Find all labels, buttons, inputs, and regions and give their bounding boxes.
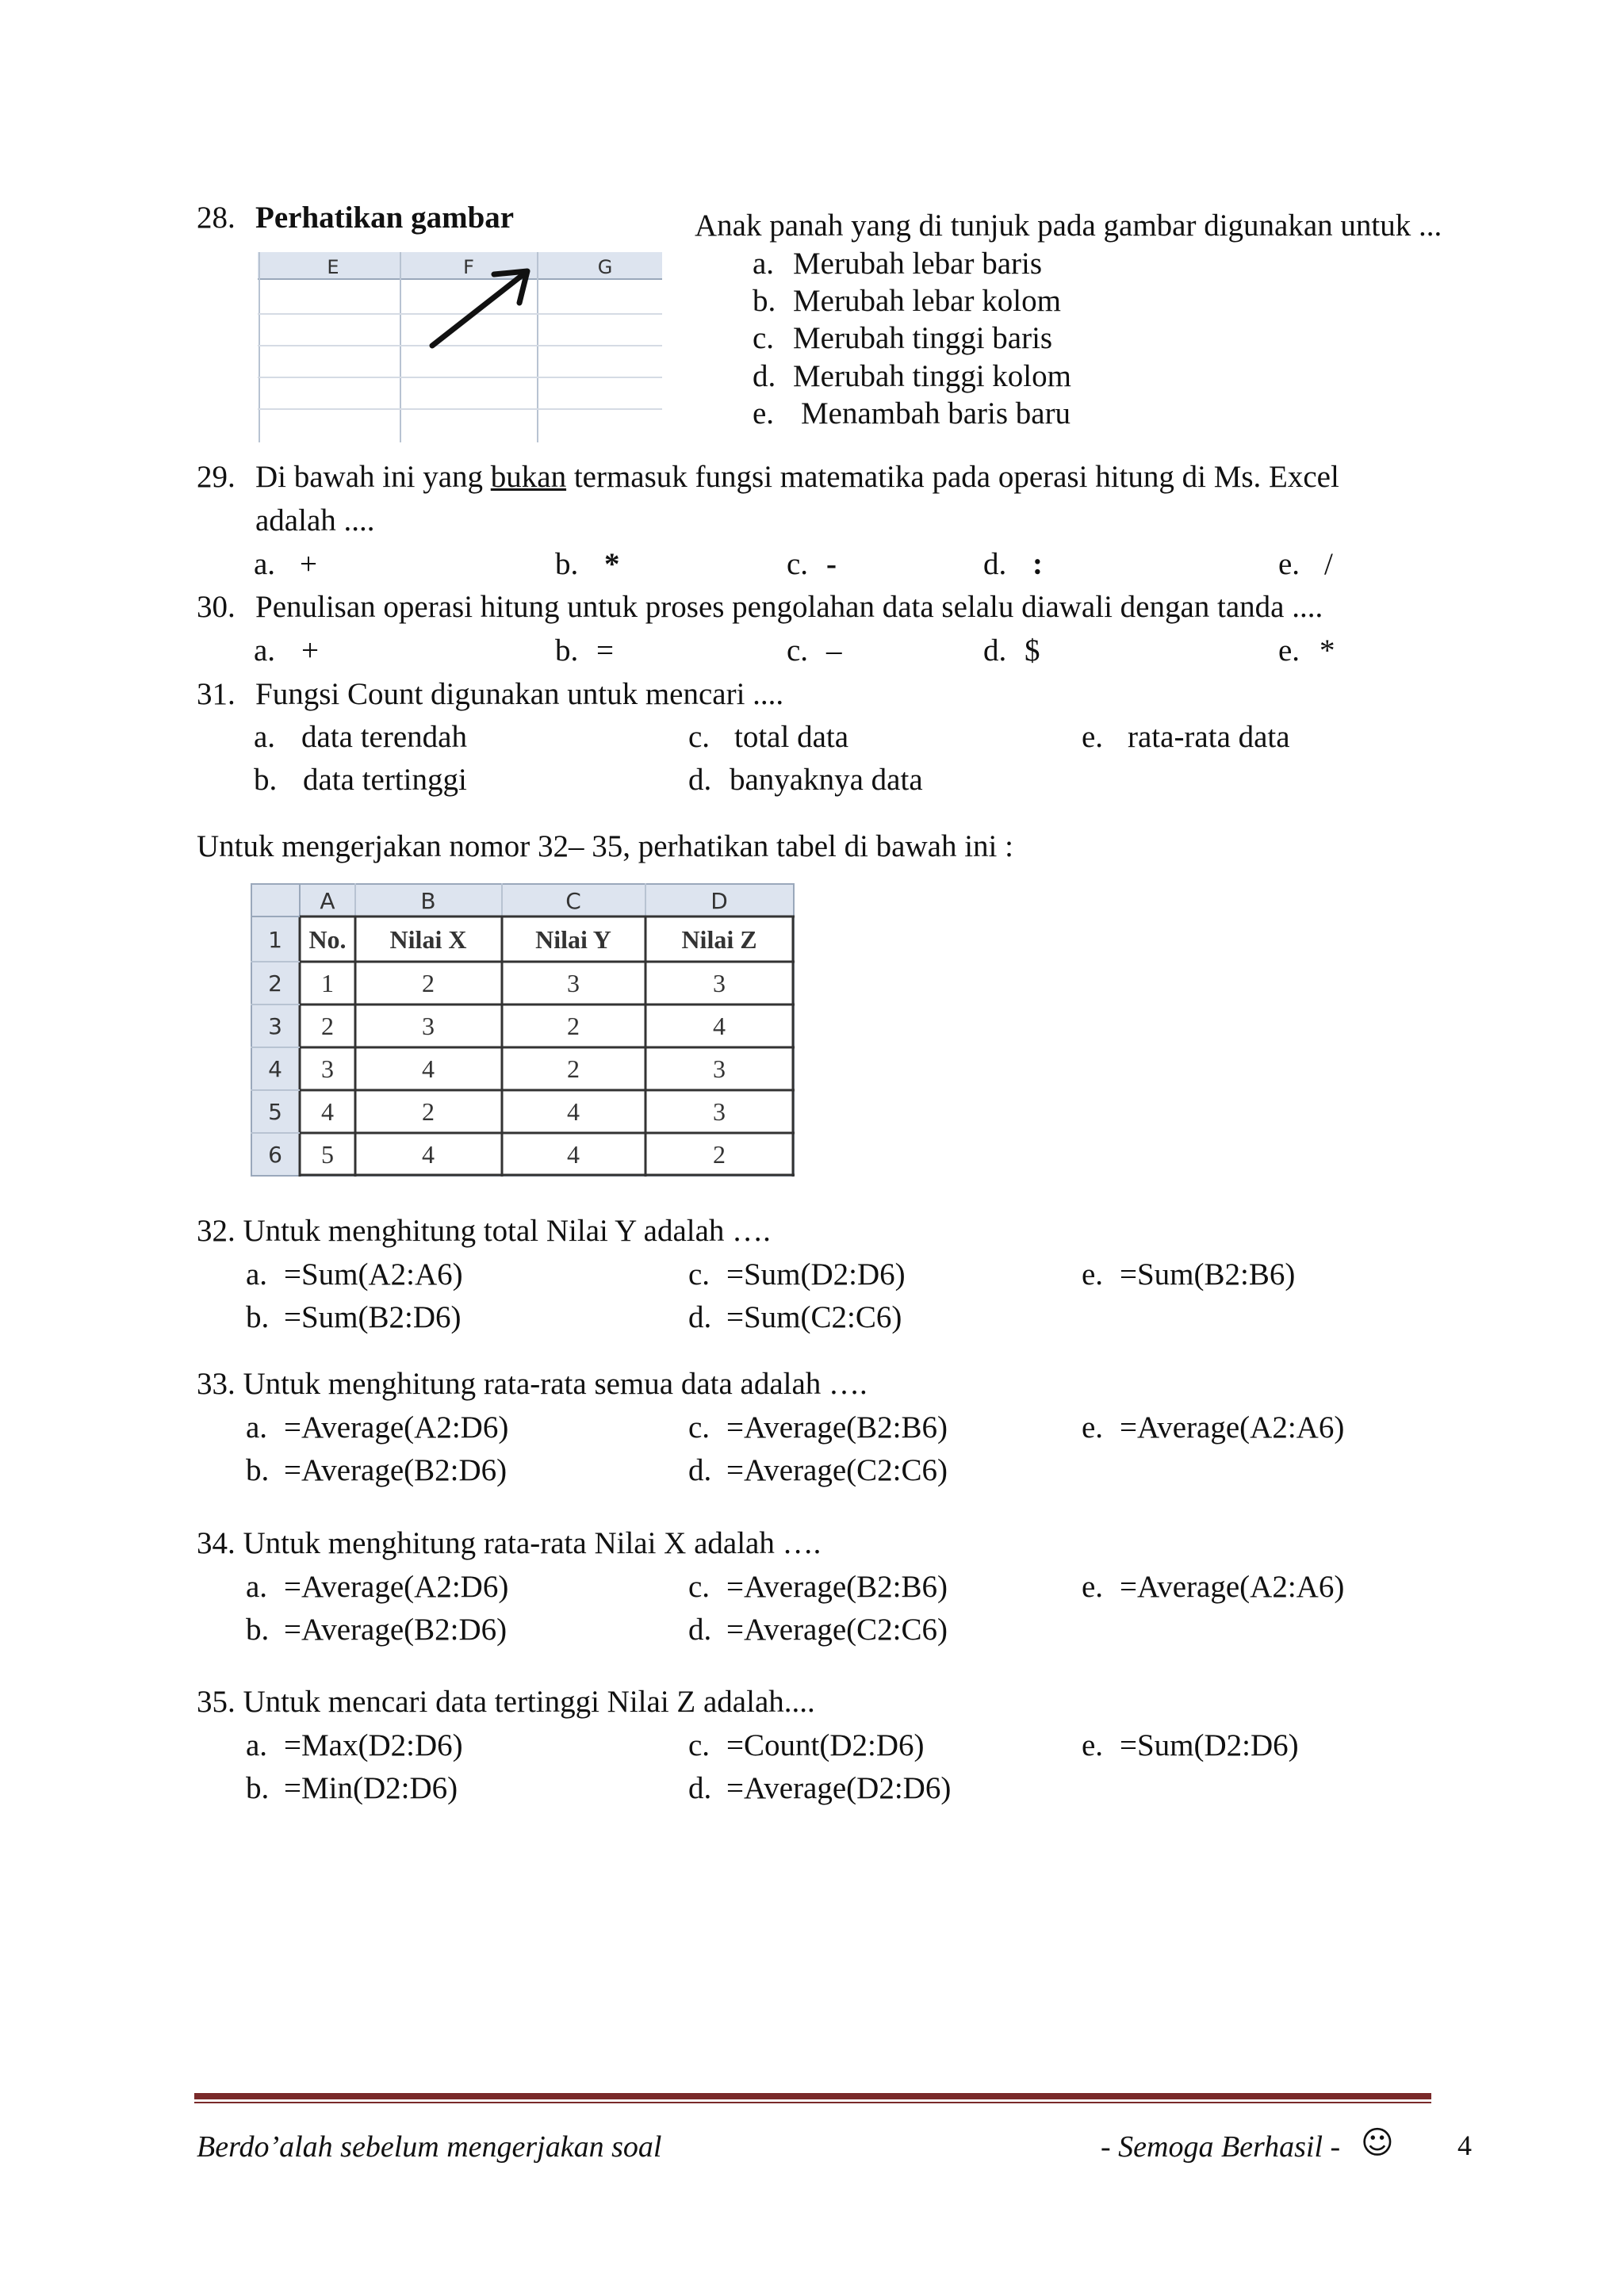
q31-number: 31. [197,677,236,711]
q34-option-e: =Average(A2:A6) [1120,1570,1345,1604]
cell-a1: No. [308,925,347,954]
cell-b3: 3 [422,1012,435,1040]
cell-d6: 2 [713,1140,726,1169]
q29-option-e: / [1324,547,1333,581]
row-header-1: 1 [268,927,282,953]
q28-option-d: Merubah tinggi kolom [793,359,1071,393]
q28-question: Anak panah yang di tunjuk pada gambar digunakan untuk ... [695,209,1442,243]
q33-option-c-letter: c. [688,1410,710,1445]
q31-option-d-letter: d. [688,763,712,797]
row-header-2: 2 [268,970,282,997]
q35-option-d-letter: d. [688,1771,712,1805]
q33-option-a: =Average(A2:D6) [284,1410,509,1445]
page-number: 4 [1457,2130,1472,2161]
q28-option-c-letter: c. [753,321,775,355]
q34-option-a: =Average(A2:D6) [284,1570,509,1604]
col-header-b: B [420,888,436,914]
q29-text-pre: Di bawah ini yang [255,460,484,494]
q28-option-e-letter: e. [753,396,775,430]
q34-option-b-letter: b. [246,1613,270,1647]
q29-option-d-letter: d. [983,547,1007,581]
cell-c6: 4 [567,1140,580,1169]
q30-option-c-letter: c. [787,633,809,668]
q28-number: 28. [197,201,236,235]
cell-d2: 3 [713,969,726,997]
q29-option-c: - [826,547,837,581]
table-intro: Untuk mengerjakan nomor 32– 35, perhatikan tabel di bawah ini : [197,829,1013,863]
q31-option-e-letter: e. [1082,720,1104,754]
q28-option-a: Merubah lebar baris [793,247,1043,281]
q33-option-d: =Average(C2:C6) [726,1453,948,1487]
smiley-icon: ☺ [1361,2125,1394,2161]
q30-option-a: + [301,633,319,668]
row-header-3: 3 [268,1013,282,1039]
q32-option-b: =Sum(B2:D6) [284,1300,462,1334]
q31-option-b-letter: b. [254,763,278,797]
q34-option-b: =Average(B2:D6) [284,1613,508,1647]
q28-option-e: Menambah baris baru [801,396,1071,430]
q35-option-d: =Average(D2:D6) [726,1771,952,1805]
cell-c2: 3 [567,969,580,997]
cell-b1: Nilai X [389,925,467,954]
q33-option-c: =Average(B2:B6) [726,1410,948,1445]
q31-text: Fungsi Count digunakan untuk mencari .... [255,677,784,711]
q35-option-a-letter: a. [246,1728,268,1762]
q35-option-b: =Min(D2:D6) [284,1771,458,1805]
q30-option-b: = [596,633,614,668]
q29-option-c-letter: c. [787,547,809,581]
q30-number: 30. [197,590,236,624]
q31-option-d: banyaknya data [730,763,923,797]
q28-option-b: Merubah lebar kolom [793,284,1061,318]
q35-option-a: =Max(D2:D6) [284,1728,463,1762]
cell-b5: 2 [422,1097,435,1126]
row-header-4: 4 [268,1056,282,1082]
q35-option-c-letter: c. [688,1728,710,1762]
q28-option-c: Merubah tinggi baris [793,321,1053,355]
q34-option-d-letter: d. [688,1613,712,1647]
q34-text: 34. Untuk menghitung rata-rata Nilai X adalah …. [197,1526,822,1560]
cell-c4: 2 [567,1054,580,1083]
q28-option-d-letter: d. [753,359,776,393]
q32-option-e: =Sum(B2:B6) [1120,1257,1296,1292]
cell-c5: 4 [567,1097,580,1126]
footer-right-text: - Semoga Berhasil - [1101,2130,1341,2164]
q29-option-e-letter: e. [1278,547,1300,581]
q33-text: 33. Untuk menghitung rata-rata semua data adalah …. [197,1367,868,1401]
cell-b4: 4 [422,1054,435,1083]
q35-option-b-letter: b. [246,1771,270,1805]
q29-number: 29. [197,460,236,494]
q34-option-a-letter: a. [246,1570,268,1604]
q28-option-b-letter: b. [753,284,776,318]
q28-title: Perhatikan gambar [255,201,515,235]
q35-option-e-letter: e. [1082,1728,1104,1762]
q30-option-b-letter: b. [555,633,579,668]
cell-c1: Nilai Y [535,925,611,954]
q33-option-b: =Average(B2:D6) [284,1453,508,1487]
row-header-5: 5 [268,1099,282,1125]
q30-option-c: – [826,633,842,668]
q34-option-d: =Average(C2:C6) [726,1613,948,1647]
q35-option-e: =Sum(D2:D6) [1120,1728,1299,1762]
q28-option-a-letter: a. [753,247,775,281]
cell-a2: 1 [321,969,334,997]
q29-option-b-letter: b. [555,547,579,581]
q32-option-b-letter: b. [246,1300,270,1334]
q32-option-c: =Sum(D2:D6) [726,1257,906,1292]
q30-option-a-letter: a. [254,633,276,668]
q28-col-f: F [463,256,474,278]
q32-option-e-letter: e. [1082,1257,1104,1292]
q34-option-c: =Average(B2:B6) [726,1570,948,1604]
q31-option-a-letter: a. [254,720,276,754]
cell-d3: 4 [713,1012,726,1040]
q35-option-c: =Count(D2:D6) [726,1728,925,1762]
q33-option-e-letter: e. [1082,1410,1104,1445]
q31-option-e: rata-rata data [1128,720,1290,754]
cell-d5: 3 [713,1097,726,1126]
q34-option-c-letter: c. [688,1570,710,1604]
cell-a6: 5 [321,1140,334,1169]
arrow-icon [432,271,527,346]
q31-option-a: data terendah [301,720,467,754]
q28-spreadsheet-image [258,252,662,442]
q32-text: 32. Untuk menghitung total Nilai Y adalah …. [197,1214,771,1248]
q29-text-line2: adalah .... [255,503,375,538]
q29-option-b: * [604,547,620,581]
q31-option-c: total data [734,720,849,754]
q29-text-line1 [255,461,1339,492]
q29-option-a-letter: a. [254,547,276,581]
row-header-6: 6 [268,1142,282,1168]
cell-c3: 2 [567,1012,580,1040]
q33-option-e: =Average(A2:A6) [1120,1410,1345,1445]
q29-option-d: : [1032,547,1043,581]
q32-option-d: =Sum(C2:C6) [726,1300,902,1334]
cell-b6: 4 [422,1140,435,1169]
q32-option-a: =Sum(A2:A6) [284,1257,463,1292]
q30-text: Penulisan operasi hitung untuk proses pengolahan data selalu diawali dengan tanda .... [255,590,1323,624]
q31-option-c-letter: c. [688,720,710,754]
q32-option-a-letter: a. [246,1257,268,1292]
q32-option-c-letter: c. [688,1257,710,1292]
footer-left-text: Berdo’alah sebelum mengerjakan soal [197,2130,662,2164]
col-header-c: C [565,888,581,914]
q30-option-d-letter: d. [983,633,1007,668]
q29-text-post: termasuk fungsi matematika pada operasi hitung di Ms. Excel [573,460,1339,494]
cell-d1: Nilai Z [681,925,757,954]
cell-a5: 4 [321,1097,334,1126]
footer-rule [194,2093,1431,2104]
q33-option-a-letter: a. [246,1410,268,1445]
data-table [251,883,795,1177]
q33-option-d-letter: d. [688,1453,712,1487]
q33-option-b-letter: b. [246,1453,270,1487]
col-header-d: D [710,888,728,914]
q28-col-g: G [597,256,613,278]
cell-b2: 2 [422,969,435,997]
q35-text: 35. Untuk mencari data tertinggi Nilai Z adalah.... [197,1685,815,1719]
q29-option-a: + [300,547,317,581]
cell-a3: 2 [321,1012,334,1040]
q30-option-e-letter: e. [1278,633,1300,668]
q29-text-underlined: bukan [490,460,567,494]
q34-option-e-letter: e. [1082,1570,1104,1604]
q31-option-b: data tertinggi [303,763,467,797]
q30-option-e: * [1320,633,1335,668]
q30-option-d: $ [1025,633,1040,668]
col-header-a: A [320,888,335,914]
cell-a4: 3 [321,1054,334,1083]
cell-d4: 3 [713,1054,726,1083]
q28-col-e: E [327,256,339,278]
q32-option-d-letter: d. [688,1300,712,1334]
